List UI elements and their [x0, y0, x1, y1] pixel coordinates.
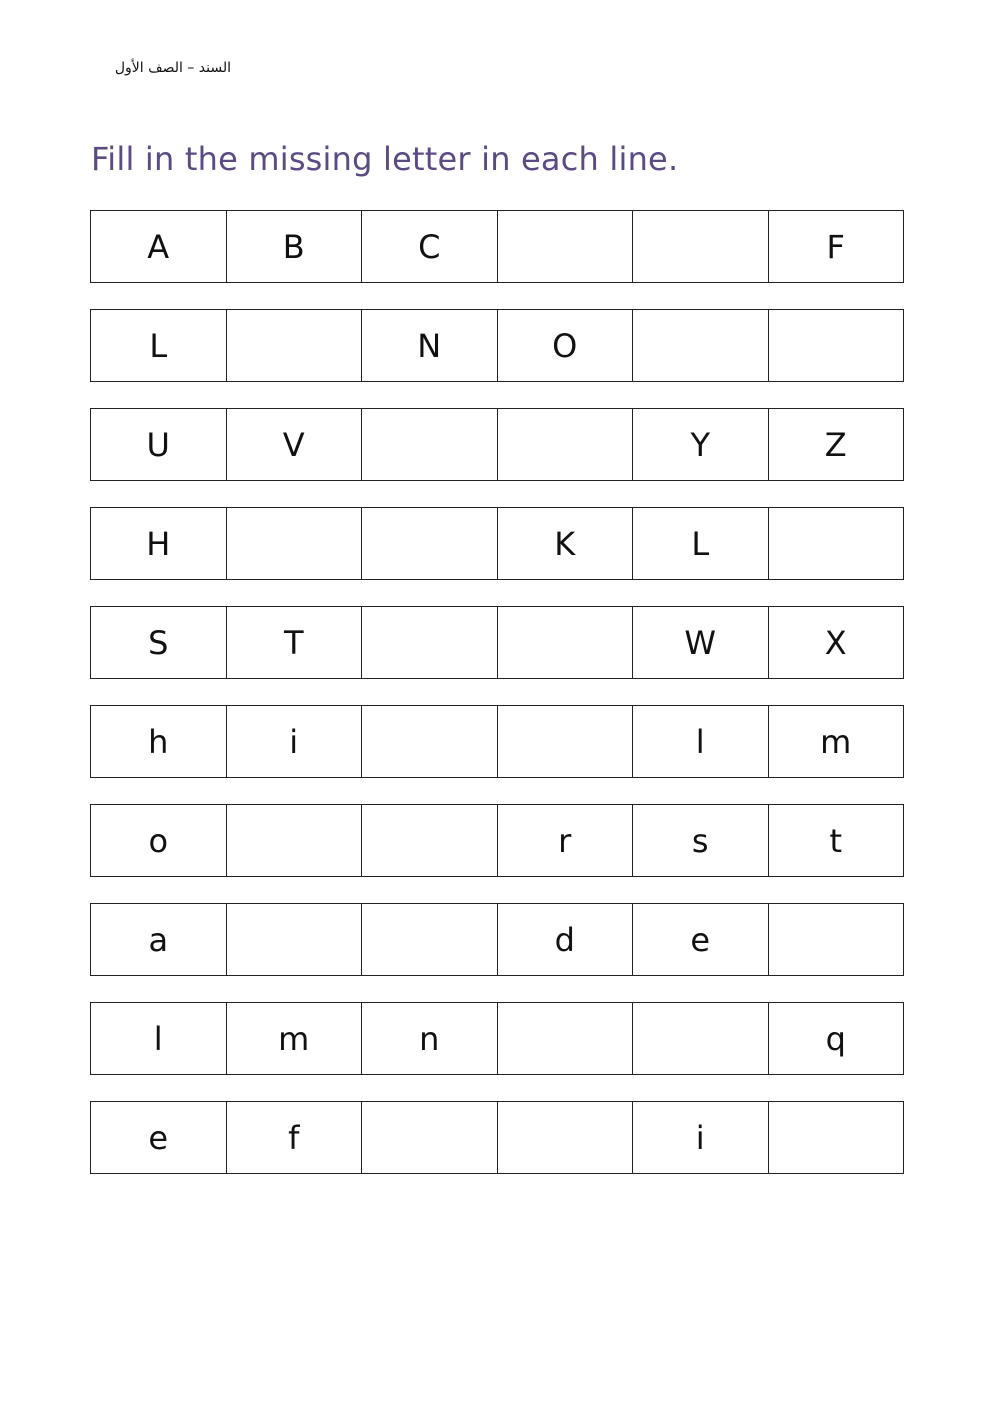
instruction-title: Fill in the missing letter in each line.	[91, 140, 679, 178]
letter-cell: O	[498, 310, 634, 381]
letter-cell: e	[91, 1102, 227, 1173]
letter-cell: f	[227, 1102, 363, 1173]
letter-cell: Y	[633, 409, 769, 480]
letter-cell: n	[362, 1003, 498, 1074]
letter-cell: e	[633, 904, 769, 975]
letter-cell: X	[769, 607, 905, 678]
letter-grid	[90, 210, 904, 1200]
letter-row	[90, 309, 904, 382]
letter-row	[90, 210, 904, 283]
letter-cell: d	[498, 904, 634, 975]
letter-cell	[769, 508, 905, 579]
header-text: السند – الصف الأول	[114, 60, 231, 76]
letter-cell	[769, 904, 905, 975]
letter-row	[90, 903, 904, 976]
letter-cell: K	[498, 508, 634, 579]
letter-cell: a	[91, 904, 227, 975]
letter-cell	[633, 1003, 769, 1074]
letter-cell: B	[227, 211, 363, 282]
letter-cell	[498, 1102, 634, 1173]
letter-cell: m	[227, 1003, 363, 1074]
letter-cell: r	[498, 805, 634, 876]
letter-row	[90, 606, 904, 679]
letter-cell: t	[769, 805, 905, 876]
letter-cell: l	[633, 706, 769, 777]
letter-row	[90, 804, 904, 877]
letter-row	[90, 705, 904, 778]
letter-cell	[498, 211, 634, 282]
letter-cell	[362, 706, 498, 777]
letter-cell	[362, 805, 498, 876]
letter-cell	[362, 409, 498, 480]
letter-cell: s	[633, 805, 769, 876]
letter-cell	[769, 1102, 905, 1173]
letter-cell	[227, 904, 363, 975]
letter-cell: h	[91, 706, 227, 777]
letter-cell	[769, 310, 905, 381]
letter-row	[90, 408, 904, 481]
letter-cell	[498, 706, 634, 777]
letter-cell	[227, 508, 363, 579]
letter-cell: T	[227, 607, 363, 678]
letter-row	[90, 507, 904, 580]
letter-cell: Z	[769, 409, 905, 480]
letter-cell	[362, 904, 498, 975]
letter-cell: l	[91, 1003, 227, 1074]
letter-cell: F	[769, 211, 905, 282]
letter-cell	[227, 310, 363, 381]
letter-cell	[498, 409, 634, 480]
letter-cell: m	[769, 706, 905, 777]
letter-cell	[362, 508, 498, 579]
letter-cell: W	[633, 607, 769, 678]
letter-cell: S	[91, 607, 227, 678]
letter-cell	[227, 805, 363, 876]
letter-cell: V	[227, 409, 363, 480]
letter-cell: o	[91, 805, 227, 876]
letter-cell: i	[633, 1102, 769, 1173]
letter-cell: i	[227, 706, 363, 777]
letter-row	[90, 1101, 904, 1174]
letter-cell	[498, 1003, 634, 1074]
letter-cell: N	[362, 310, 498, 381]
letter-cell: U	[91, 409, 227, 480]
letter-cell	[362, 607, 498, 678]
letter-cell: L	[633, 508, 769, 579]
letter-cell	[633, 310, 769, 381]
letter-row	[90, 1002, 904, 1075]
letter-cell: L	[91, 310, 227, 381]
letter-cell: A	[91, 211, 227, 282]
letter-cell: C	[362, 211, 498, 282]
letter-cell: H	[91, 508, 227, 579]
letter-cell	[362, 1102, 498, 1173]
letter-cell	[498, 607, 634, 678]
letter-cell	[633, 211, 769, 282]
letter-cell: q	[769, 1003, 905, 1074]
